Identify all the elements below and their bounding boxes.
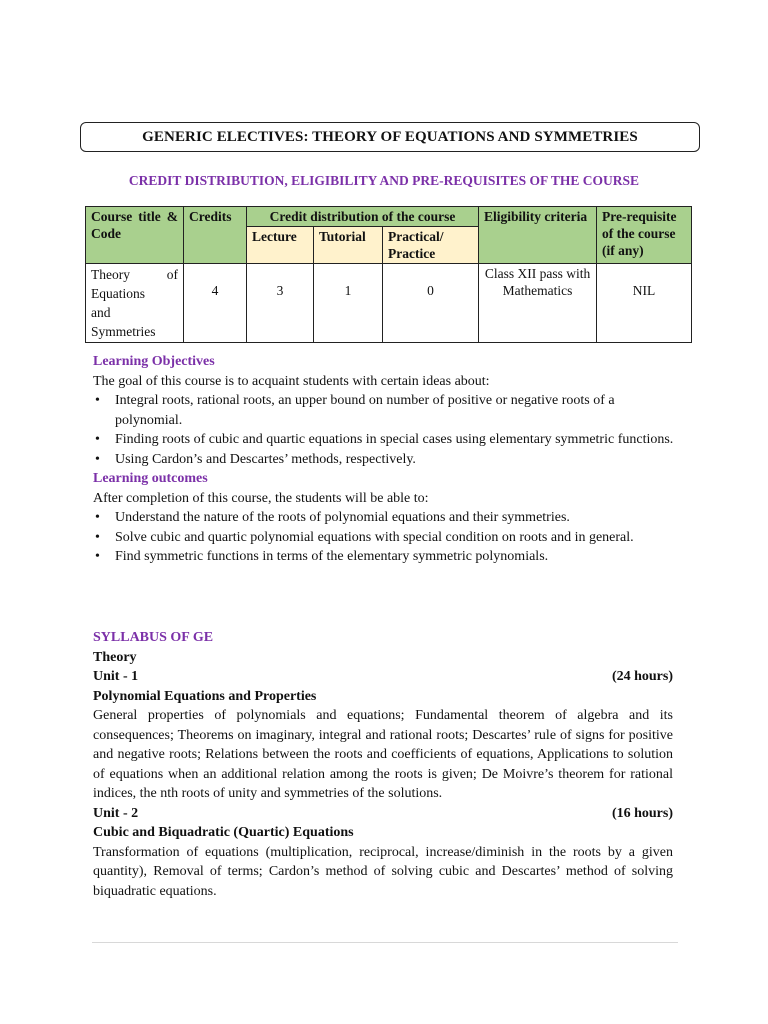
unit-1-header bbox=[93, 667, 673, 687]
cell-course-title bbox=[86, 264, 184, 343]
cell-tutorial: 1 bbox=[314, 264, 383, 343]
course-title-line: Theory of bbox=[91, 267, 178, 282]
unit-label: Unit - 2 bbox=[93, 805, 139, 821]
course-title-line: Equations bbox=[91, 286, 145, 301]
list-item: • Find symmetric functions in terms of the elementary symmetric polynomials. bbox=[93, 547, 675, 567]
cell-eligibility: Class XII pass with Mathematics bbox=[479, 264, 597, 343]
course-title-line: Symmetries bbox=[91, 324, 156, 339]
page-title: GENERIC ELECTIVES: THEORY OF EQUATIONS AND SYMMETRIES bbox=[80, 122, 700, 152]
unit-hours: (24 hours) bbox=[611, 669, 673, 684]
credit-distribution-heading: CREDIT DISTRIBUTION, ELIGIBILITY AND PRE-REQUISITES OF THE COURSE bbox=[128, 173, 640, 188]
cell-practical: 0 bbox=[383, 264, 479, 343]
learning-outcomes-intro: After completion of this course, the students will be able to: bbox=[93, 490, 429, 506]
header-tutorial: Tutorial bbox=[314, 227, 383, 264]
unit-2-header bbox=[93, 804, 673, 824]
course-title-line: and bbox=[91, 305, 111, 320]
header-credit-distribution: Credit distribution of the course bbox=[247, 207, 479, 227]
syllabus-heading: SYLLABUS OF GE bbox=[93, 630, 214, 645]
learning-objectives-heading: Learning Objectives bbox=[93, 354, 215, 369]
syllabus-section bbox=[93, 628, 673, 901]
unit-title: Polynomial Equations and Properties bbox=[93, 688, 317, 704]
cell-prerequisite: NIL bbox=[597, 264, 692, 343]
unit-title: Cubic and Biquadratic (Quartic) Equations bbox=[93, 825, 354, 840]
header-credits: Credits bbox=[184, 207, 247, 264]
header-lecture: Lecture bbox=[247, 227, 314, 264]
header-prerequisite: Pre-requisite of the course (if any) bbox=[597, 207, 692, 264]
list-item: • Integral roots, rational roots, an upper bound on number of positive or negative roots of a polynomial. bbox=[93, 391, 675, 430]
list-item: • Using Cardon’s and Descartes’ methods, respectively. bbox=[93, 450, 675, 470]
cell-credits: 4 bbox=[184, 264, 247, 343]
table-row bbox=[86, 264, 692, 343]
theory-label: Theory bbox=[93, 649, 137, 665]
header-eligibility: Eligibility criteria bbox=[479, 207, 597, 264]
unit-description: General properties of polynomials and equations; Fundamental theorem of algebra and its consequences; Theorems on imaginary, integral and rational roots; Descartes’ rule of signs for positive and negative roots; Relations between the roots and coefficients of equations, Applications to solution of equations when an additional relation among the roots is given; De Moivre’s theorem for rational indices, the nth roots of unity and symmetries of the solutions. bbox=[93, 708, 673, 801]
cell-lecture: 3 bbox=[247, 264, 314, 343]
unit-hours: (16 hours) bbox=[611, 805, 673, 821]
list-item: • Solve cubic and quartic polynomial equations with special condition on roots and in general. bbox=[93, 528, 675, 548]
list-item: • Finding roots of cubic and quartic equations in special cases using elementary symmetric functions. bbox=[93, 430, 675, 450]
header-practical: Practical/ Practice bbox=[383, 227, 479, 264]
learning-outcomes-heading: Learning outcomes bbox=[93, 471, 208, 486]
unit-label: Unit - 1 bbox=[93, 669, 139, 684]
list-item: • Understand the nature of the roots of polynomial equations and their symmetries. bbox=[93, 508, 675, 528]
credit-distribution-table bbox=[85, 206, 692, 343]
footer-divider bbox=[92, 942, 678, 943]
learning-objectives-intro: The goal of this course is to acquaint students with certain ideas about: bbox=[93, 373, 490, 389]
learning-objectives-section bbox=[93, 352, 675, 567]
unit-description: Transformation of equations (multiplication, reciprocal, increase/diminish in the roots by a given quantity), Removal of terms; Cardon’s method of solving cubic and Descartes’ method of solving biquadratic equations. bbox=[93, 844, 673, 899]
header-course-title: Course title & Code bbox=[86, 207, 184, 264]
learning-objectives-list bbox=[93, 391, 675, 469]
learning-outcomes-list bbox=[93, 508, 675, 567]
